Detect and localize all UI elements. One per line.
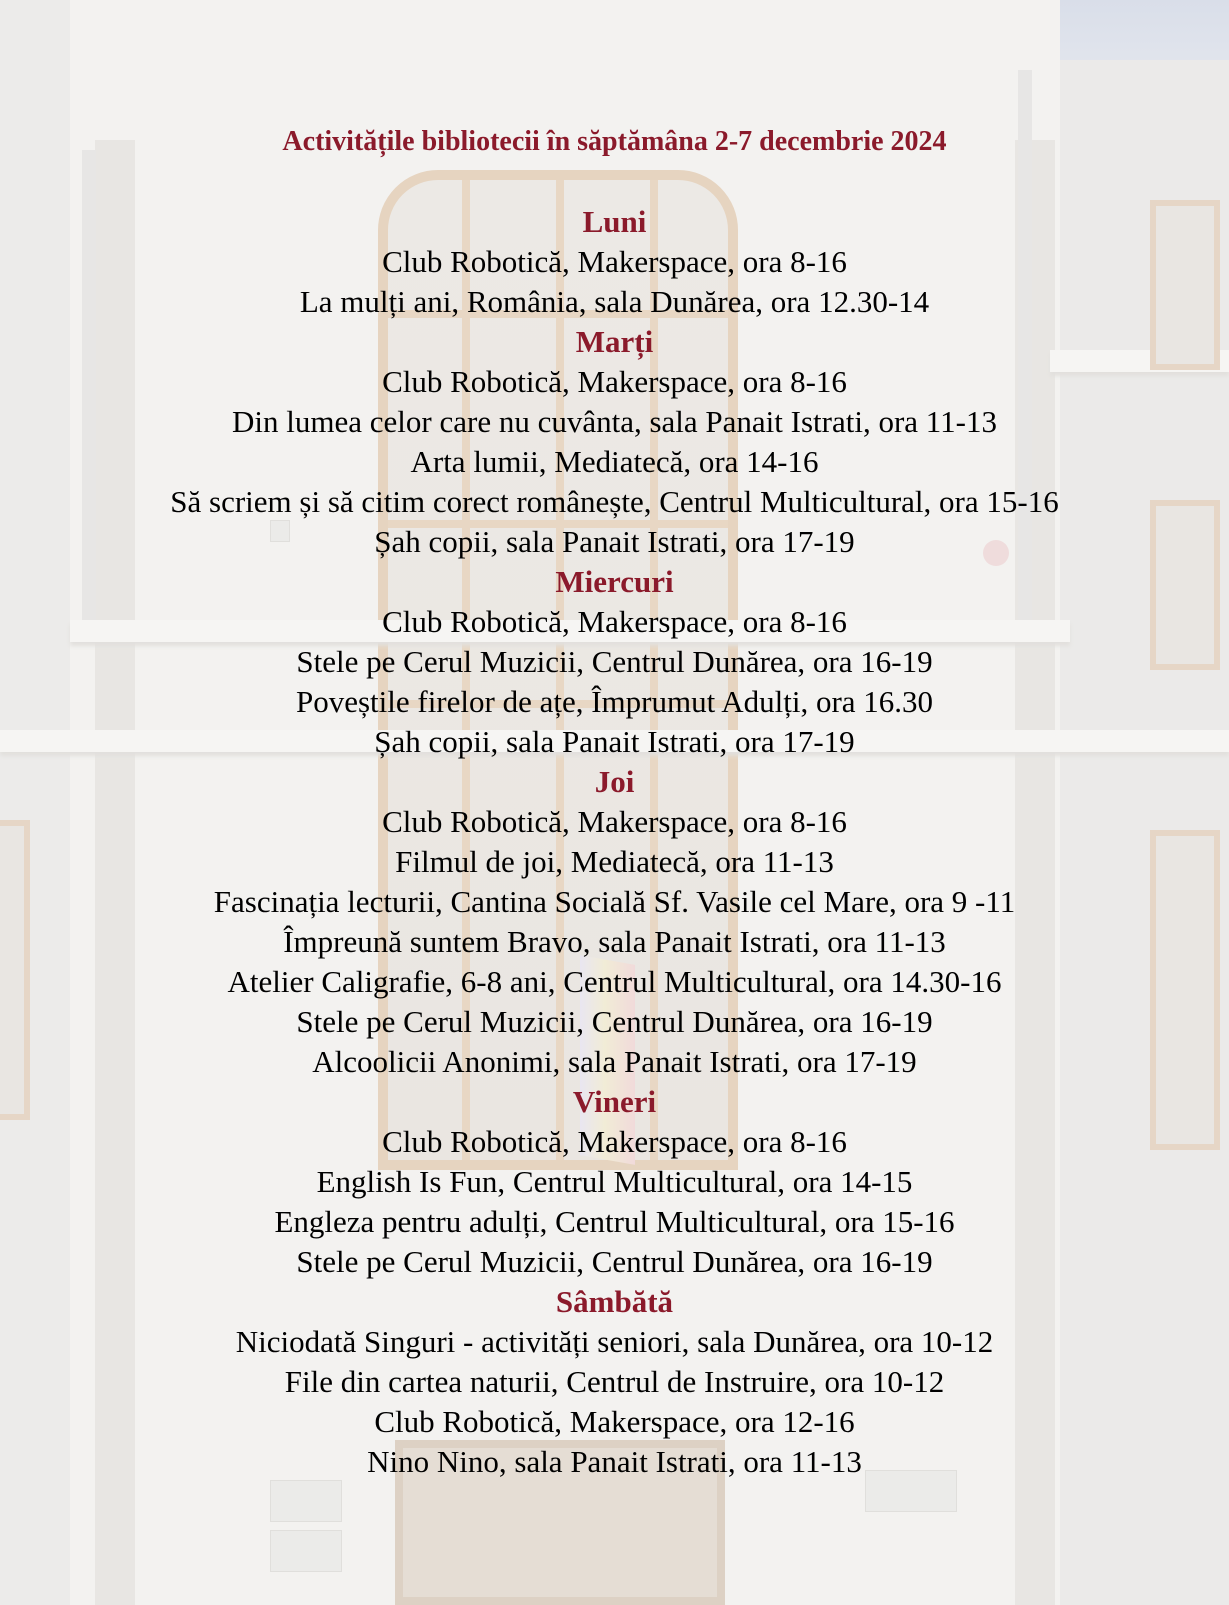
activity-item: Club Robotică, Makerspace, ora 8-16	[382, 364, 847, 399]
activity-item: Club Robotică, Makerspace, ora 8-16	[382, 804, 847, 839]
day-section-luni	[0, 202, 1229, 322]
day-heading: Luni	[582, 204, 647, 239]
activity-item: La mulți ani, România, sala Dunărea, ora 12.30-14	[299, 284, 930, 319]
activity-item: Club Robotică, Makerspace, ora 8-16	[382, 244, 847, 279]
activity-item: Șah copii, sala Panait Istrati, ora 17-19	[374, 524, 855, 559]
schedule-list	[0, 202, 1229, 1482]
activity-item: Niciodată Singuri - activități seniori, sala Dunărea, ora 10-12	[235, 1324, 994, 1359]
activity-item: Stele pe Cerul Muzicii, Centrul Dunărea, ora 16-19	[296, 1004, 933, 1039]
wall-plaque	[270, 1480, 342, 1522]
day-section-marti	[0, 322, 1229, 562]
activity-item: Filmul de joi, Mediatecă, ora 11-13	[395, 844, 834, 879]
activity-item: Club Robotică, Makerspace, ora 8-16	[382, 604, 847, 639]
activity-item: Să scriem și să citim corect românește, Centrul Multicultural, ora 15-16	[170, 484, 1059, 519]
activity-item: Club Robotică, Makerspace, ora 12-16	[374, 1404, 855, 1439]
day-heading: Joi	[594, 764, 635, 799]
activity-item: Șah copii, sala Panait Istrati, ora 17-19	[374, 724, 855, 759]
activity-item: Poveștile firelor de ațe, Împrumut Adulți, ora 16.30	[295, 684, 934, 719]
activity-item: Din lumea celor care nu cuvânta, sala Panait Istrati, ora 11-13	[232, 404, 997, 439]
activity-item: Stele pe Cerul Muzicii, Centrul Dunărea, ora 16-19	[296, 644, 933, 679]
activity-item: Stele pe Cerul Muzicii, Centrul Dunărea, ora 16-19	[296, 1244, 933, 1279]
activity-item: Nino Nino, sala Panait Istrati, ora 11-13	[367, 1444, 862, 1479]
activity-item: Atelier Caligrafie, 6-8 ani, Centrul Multicultural, ora 14.30-16	[227, 964, 1002, 999]
day-section-miercuri	[0, 562, 1229, 762]
day-heading: Miercuri	[555, 564, 674, 599]
activity-item: Alcoolicii Anonimi, sala Panait Istrati, ora 17-19	[312, 1044, 917, 1079]
day-section-sambata	[0, 1282, 1229, 1482]
day-section-joi	[0, 762, 1229, 1082]
day-heading: Sâmbătă	[555, 1284, 674, 1319]
activity-item: Fascinația lecturii, Cantina Socială Sf. Vasile cel Mare, ora 9 -11	[213, 884, 1016, 919]
activity-item: English Is Fun, Centrul Multicultural, ora 14-15	[316, 1164, 913, 1199]
activity-item: Engleza pentru adulți, Centrul Multicultural, ora 15-16	[274, 1204, 955, 1239]
day-section-vineri	[0, 1082, 1229, 1282]
page-title: Activitățile bibliotecii în săptămâna 2-7 decembrie 2024	[282, 126, 947, 157]
activity-item: Împreună suntem Bravo, sala Panait Istrati, ora 11-13	[283, 924, 946, 959]
day-heading: Marți	[575, 324, 654, 359]
activity-item: Club Robotică, Makerspace, ora 8-16	[382, 1124, 847, 1159]
day-heading: Vineri	[572, 1084, 657, 1119]
activity-item: Arta lumii, Mediatecă, ora 14-16	[410, 444, 819, 479]
wall-plaque	[270, 1530, 342, 1572]
activity-item: File din cartea naturii, Centrul de Instruire, ora 10-12	[284, 1364, 945, 1399]
